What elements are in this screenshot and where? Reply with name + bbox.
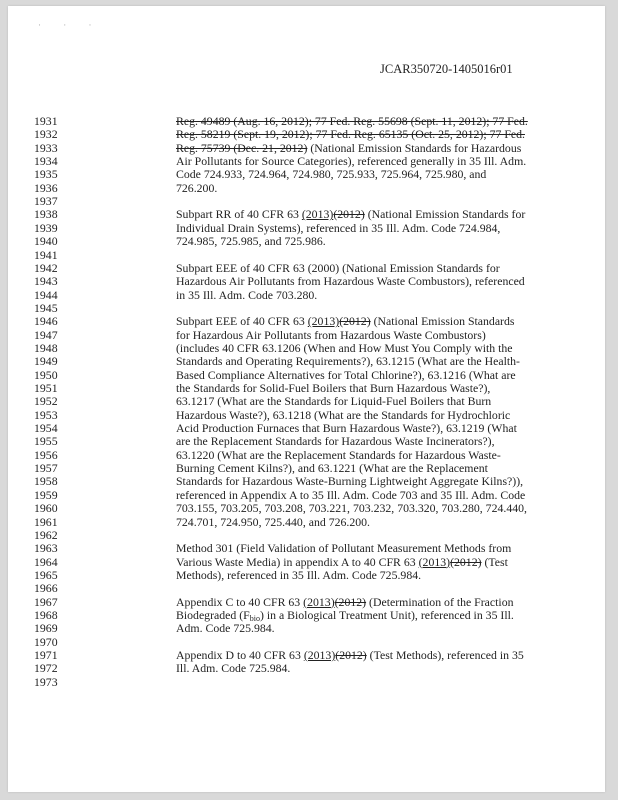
line-number: 1970 — [34, 634, 58, 649]
line-text — [176, 516, 370, 529]
line-text — [176, 182, 217, 195]
line-text — [176, 662, 290, 675]
line-number: 1953 — [34, 407, 58, 422]
text-segment: 703.155, 703.205, 703.208, 703.221, 703.232, 703.320, 703.280, 724.440, — [176, 501, 527, 516]
text-segment: Methods), referenced in 35 Ill. Adm. Code 725.984. — [176, 567, 422, 582]
line-number: 1933 — [34, 140, 58, 155]
inserted-text: (2013) — [418, 554, 451, 569]
text-segment: referenced in Appendix A to 35 Ill. Adm. Code 703 and 35 Ill. Adm. Code — [176, 487, 526, 502]
line-number: 1972 — [34, 661, 58, 676]
line-number: 1971 — [34, 648, 58, 662]
text-segment: ) in a Biological Treatment Unit), referenced in 35 Ill. — [259, 607, 514, 622]
line-number: 1945 — [34, 300, 58, 315]
line-number: 1931 — [34, 114, 58, 128]
document-line — [8, 235, 605, 248]
line-number: 1935 — [34, 167, 58, 182]
text-segment: 63.1217 (What are the Standards for Liquid-Fuel Boilers that Burn — [176, 394, 492, 409]
line-text — [176, 569, 421, 582]
text-segment: Ill. Adm. Code 725.984. — [176, 661, 291, 676]
text-segment: 726.200. — [176, 180, 218, 195]
text-segment: Hazardous Air Pollutants from Hazardous Waste Combustors), referenced — [176, 274, 525, 289]
document-line — [8, 289, 605, 302]
text-segment: (Test — [481, 554, 508, 569]
line-number: 1954 — [34, 421, 58, 436]
text-segment: Hazardous Waste?), 63.1218 (What are the Standards for Hydrochloric — [176, 407, 511, 422]
deleted-text: (2012) — [335, 648, 367, 662]
line-text — [176, 622, 275, 635]
line-number: 1967 — [34, 594, 58, 609]
document-page — [8, 6, 605, 792]
line-number: 1950 — [34, 367, 58, 382]
text-segment: are the Replacement Standards for Hazardous Waste Incinerators?), — [176, 434, 495, 449]
document-line — [8, 569, 605, 582]
text-segment: Standards and Operating Requirements?), 63.1215 (What are the Health- — [176, 354, 520, 369]
document-line — [8, 609, 605, 622]
line-number: 1941 — [34, 247, 58, 262]
document-line — [8, 168, 605, 181]
line-number: 1964 — [34, 554, 58, 569]
line-number: 1968 — [34, 607, 58, 622]
scan-artifact-dots: · · · — [38, 20, 102, 30]
line-number: 1951 — [34, 381, 58, 395]
text-segment: 63.1220 (What are the Replacement Standards for Hazardous Waste- — [176, 447, 501, 462]
text-segment: Acid Production Furnaces that Burn Hazardous Waste?), 63.1219 (What — [176, 421, 517, 436]
line-text — [176, 235, 326, 248]
line-number: 1957 — [34, 461, 58, 476]
line-number: 1961 — [34, 514, 58, 529]
line-number: 1959 — [34, 487, 58, 502]
line-number: 1936 — [34, 180, 58, 195]
text-segment: Code 724.933, 724.964, 724.980, 725.933, 725.964, 725.980, and — [176, 167, 487, 182]
text-segment: Based Compliance Alternatives for Total Chlorine?), 63.1216 (What are — [176, 367, 516, 382]
deleted-text: (2012) — [339, 314, 371, 329]
line-number: 1955 — [34, 434, 58, 449]
line-number: 1946 — [34, 314, 58, 329]
document-line — [8, 516, 605, 529]
deleted-text: Reg. 75739 (Dec. 21, 2012) — [176, 140, 308, 155]
text-segment: Appendix C to 40 CFR 63 — [176, 594, 304, 609]
deleted-text: Reg. 58219 (Sept. 19, 2012); 77 Fed. Reg. 65135 (Oct. 25, 2012); 77 Fed. — [176, 127, 525, 142]
text-segment: 724.701, 724.950, 725.440, and 726.200. — [176, 514, 370, 529]
text-segment: (Test Methods), referenced in 35 — [366, 648, 524, 662]
line-number: 1944 — [34, 287, 58, 302]
text-segment: (National Emission Standards for Hazardous — [307, 140, 522, 155]
line-number: 1937 — [34, 194, 58, 209]
line-number: 1948 — [34, 340, 58, 355]
text-segment: Air Pollutants for Source Categories), referenced generally in 35 Ill. Adm. — [176, 154, 527, 169]
deleted-text: (2012) — [333, 207, 365, 222]
line-text — [176, 168, 486, 181]
text-segment: 724.985, 725.985, and 725.986. — [176, 234, 326, 249]
inserted-text: (2013) — [303, 648, 336, 662]
document-line — [8, 182, 605, 195]
line-number: 1963 — [34, 541, 58, 556]
text-segment: Individual Drain Systems), referenced in 35 Ill. Adm. Code 724.984, — [176, 220, 501, 235]
deleted-text: (2012) — [450, 554, 482, 569]
line-text — [176, 289, 317, 302]
line-number: 1940 — [34, 234, 58, 249]
line-number: 1939 — [34, 220, 58, 235]
document-line — [8, 676, 605, 689]
inserted-text: (2013) — [303, 594, 335, 609]
line-number: 1943 — [34, 274, 58, 289]
inserted-text: (2013) — [301, 207, 334, 222]
line-number: 1952 — [34, 394, 58, 409]
line-number: 1960 — [34, 501, 58, 516]
text-segment: Subpart RR of 40 CFR 63 — [176, 207, 302, 222]
deleted-text: Reg. 49489 (Aug. 16, 2012); 77 Fed. Reg. 55698 (Sept. 11, 2012); 77 Fed. — [176, 114, 528, 128]
line-number: 1947 — [34, 327, 58, 342]
line-number: 1956 — [34, 447, 58, 462]
document-line — [8, 622, 605, 635]
text-segment: for Hazardous Air Pollutants from Hazardous Waste Combustors) — [176, 327, 486, 342]
line-number: 1942 — [34, 260, 58, 275]
line-number: 1969 — [34, 621, 58, 636]
line-number: 1932 — [34, 127, 58, 142]
line-number: 1938 — [34, 207, 58, 222]
line-number: 1958 — [34, 474, 58, 489]
text-segment: Appendix D to 40 CFR 63 — [176, 648, 304, 662]
line-number: 1962 — [34, 527, 58, 542]
text-segment: in 35 Ill. Adm. Code 703.280. — [176, 287, 318, 302]
line-number: 1966 — [34, 581, 58, 596]
inserted-text: (2013) — [307, 314, 340, 329]
text-segment: (National Emission Standards for — [364, 207, 526, 222]
text-segment: (includes 40 CFR 63.1206 (When and How Must You Comply with the — [176, 340, 513, 355]
line-number: 1949 — [34, 354, 58, 369]
document-line — [8, 662, 605, 675]
text-segment: (Determination of the Fraction — [366, 594, 514, 609]
text-segment: Subpart EEE of 40 CFR 63 (2000) (National Emission Standards for — [176, 260, 500, 275]
line-number: 1973 — [34, 674, 58, 689]
text-segment: Standards for Hazardous Waste-Burning Lightweight Aggregate Kilns?)), — [176, 474, 524, 489]
line-number: 1934 — [34, 154, 58, 169]
text-segment: Biodegraded (F — [176, 607, 250, 622]
text-segment: Method 301 (Field Validation of Pollutant Measurement Methods from — [176, 541, 512, 556]
text-segment: Various Waste Media) in appendix A to 40 CFR 63 — [176, 554, 419, 569]
deleted-text: (2012) — [334, 594, 367, 609]
subscript-text: bio — [249, 613, 260, 623]
text-segment: Subpart EEE of 40 CFR 63 — [176, 314, 308, 329]
document-id: JCAR350720-1405016r01 — [380, 62, 513, 76]
text-segment: Burning Cement Kilns?), and 63.1221 (What are the Replacement — [176, 461, 488, 476]
text-segment: Adm. Code 725.984. — [176, 621, 275, 636]
text-segment: (National Emission Standards — [370, 314, 515, 329]
line-number: 1965 — [34, 567, 58, 582]
text-segment: the Standards for Solid-Fuel Boilers that Burn Hazardous Waste?), — [176, 381, 491, 395]
document-line — [8, 649, 605, 662]
